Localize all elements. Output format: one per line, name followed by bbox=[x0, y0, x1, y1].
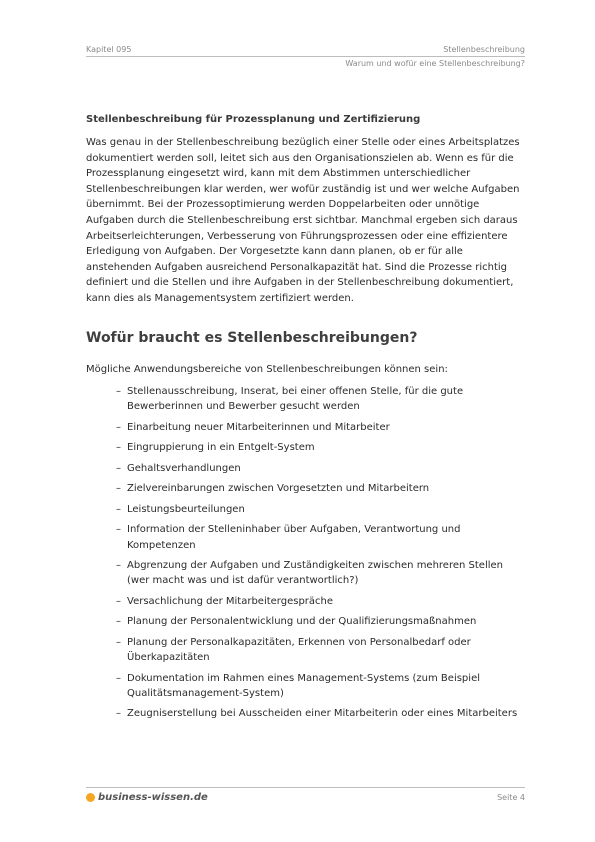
list-item bbox=[116, 558, 526, 589]
paragraph-line: Arbeitserleichterungen, Verbesserung von Führungsprozessen oder eine effizientere bbox=[86, 230, 508, 242]
paragraph-line: Erledigung von Aufgaben. Der Vorgesetzte kann dann planen, ob er für alle bbox=[86, 246, 463, 258]
list-item bbox=[116, 440, 526, 455]
logo-text: business-wissen.de bbox=[98, 792, 208, 803]
list-item-text: Versachlichung der Mitarbeitergespräche bbox=[127, 595, 334, 607]
list-item-text: Leistungsbeurteilungen bbox=[127, 503, 245, 515]
list-item-text: Einarbeitung neuer Mitarbeiterinnen und Mitarbeiter bbox=[127, 421, 390, 433]
list-item bbox=[116, 502, 526, 517]
paragraph-line: definiert und die Stellen und ihre Aufgaben in der Stellenbeschreibung dokumentiert, bbox=[86, 277, 514, 289]
dash-bullet: – bbox=[116, 503, 121, 515]
list-item-text: (wer macht was und ist dafür verantwortlich?) bbox=[127, 575, 359, 587]
section-heading: Wofür braucht es Stellenbeschreibungen? bbox=[86, 330, 418, 346]
page-number: Seite 4 bbox=[497, 793, 525, 802]
dash-bullet: – bbox=[116, 559, 121, 571]
dash-bullet: – bbox=[116, 442, 121, 454]
paragraph-line: Aufgaben durch die Stellenbeschreibung erst sichtbar. Manchmal ergeben sich daraus bbox=[86, 214, 518, 226]
list-item bbox=[116, 384, 526, 415]
list-item-text: Zielvereinbarungen zwischen Vorgesetzten und Mitarbeitern bbox=[127, 483, 430, 495]
body-paragraph bbox=[86, 135, 526, 307]
dash-bullet: – bbox=[116, 462, 121, 474]
paragraph-line: Was genau in der Stellenbeschreibung bezüglich einer Stelle oder eines Arbeitsplatzes bbox=[86, 137, 520, 148]
dash-bullet: – bbox=[116, 616, 121, 628]
list-item bbox=[116, 635, 526, 666]
chapter-label: Kapitel 095 bbox=[86, 45, 132, 54]
list-item bbox=[116, 420, 526, 435]
list-item bbox=[116, 614, 526, 629]
list-item bbox=[116, 706, 526, 721]
list-item-text: Stellenausschreibung, Inserat, bei einer offenen Stelle, für die gute bbox=[127, 386, 464, 397]
dash-bullet: – bbox=[116, 636, 121, 648]
list-item bbox=[116, 594, 526, 609]
list-intro: Mögliche Anwendungsbereiche von Stellenbeschreibungen können sein: bbox=[86, 364, 448, 375]
brand-logo[interactable] bbox=[86, 792, 208, 803]
dash-bullet: – bbox=[116, 524, 121, 536]
list-item bbox=[116, 671, 526, 702]
paragraph-line: dokumentiert werden soll, leitet sich aus den Organisationszielen ab. Wenn es für die bbox=[86, 152, 514, 164]
list-item-text: Planung der Personalentwicklung und der Qualifizierungsmaßnahmen bbox=[127, 616, 477, 628]
list-item-text: Gehaltsverhandlungen bbox=[127, 462, 241, 474]
dash-bullet: – bbox=[116, 386, 121, 397]
dash-bullet: – bbox=[116, 595, 121, 607]
document-subtitle: Warum und wofür eine Stellenbeschreibung? bbox=[345, 59, 525, 68]
logo-dot-icon bbox=[86, 793, 95, 802]
header-divider bbox=[86, 56, 525, 57]
list-item-text: Information der Stelleninhaber über Aufgaben, Verantwortung und bbox=[127, 524, 461, 536]
list-item-text: Bewerberinnen und Bewerber gesucht werden bbox=[127, 401, 360, 413]
paragraph-line: anstehenden Aufgaben ausreichend Personalkapazität hat. Sind die Prozesse richtig bbox=[86, 261, 508, 273]
dash-bullet: – bbox=[116, 708, 121, 720]
list-item-text: Abgrenzung der Aufgaben und Zuständigkeiten zwischen mehreren Stellen bbox=[127, 559, 503, 571]
application-list bbox=[116, 384, 526, 727]
dash-bullet: – bbox=[116, 421, 121, 433]
section-title: Stellenbeschreibung für Prozessplanung und Zertifizierung bbox=[86, 114, 421, 125]
document-title: Stellenbeschreibung bbox=[443, 45, 525, 54]
dash-bullet: – bbox=[116, 483, 121, 495]
list-item-text: Qualitätsmanagement-System) bbox=[127, 687, 284, 699]
list-item bbox=[116, 481, 526, 496]
list-item bbox=[116, 522, 526, 553]
list-item-text: Zeugniserstellung bei Ausscheiden einer Mitarbeiterin oder eines Mitarbeiters bbox=[127, 708, 518, 720]
list-item-text: Dokumentation im Rahmen eines Management-Systems (zum Beispiel bbox=[127, 672, 480, 684]
paragraph-line: kann dies als Managementsystem zertifiziert werden. bbox=[86, 292, 354, 304]
list-item bbox=[116, 461, 526, 476]
dash-bullet: – bbox=[116, 672, 121, 684]
paragraph-line: übernimmt. Bei der Prozessoptimierung werden Doppelarbeiten oder unnötige bbox=[86, 199, 480, 211]
list-item-text: Kompetenzen bbox=[127, 539, 196, 551]
list-item-text: Eingruppierung in ein Entgelt-System bbox=[127, 442, 315, 454]
list-item-text: Planung der Personalkapazitäten, Erkennen von Personalbedarf oder bbox=[127, 636, 471, 648]
list-item-text: Überkapazitäten bbox=[127, 652, 210, 664]
paragraph-line: Prozessplanung eingesetzt wird, kann mit dem Abstimmen unterschiedlicher bbox=[86, 168, 471, 180]
paragraph-line: Stellenbeschreibungen klar werden, wer wofür zuständig ist und wer welche Aufgaben bbox=[86, 183, 520, 195]
footer-divider bbox=[86, 787, 525, 788]
